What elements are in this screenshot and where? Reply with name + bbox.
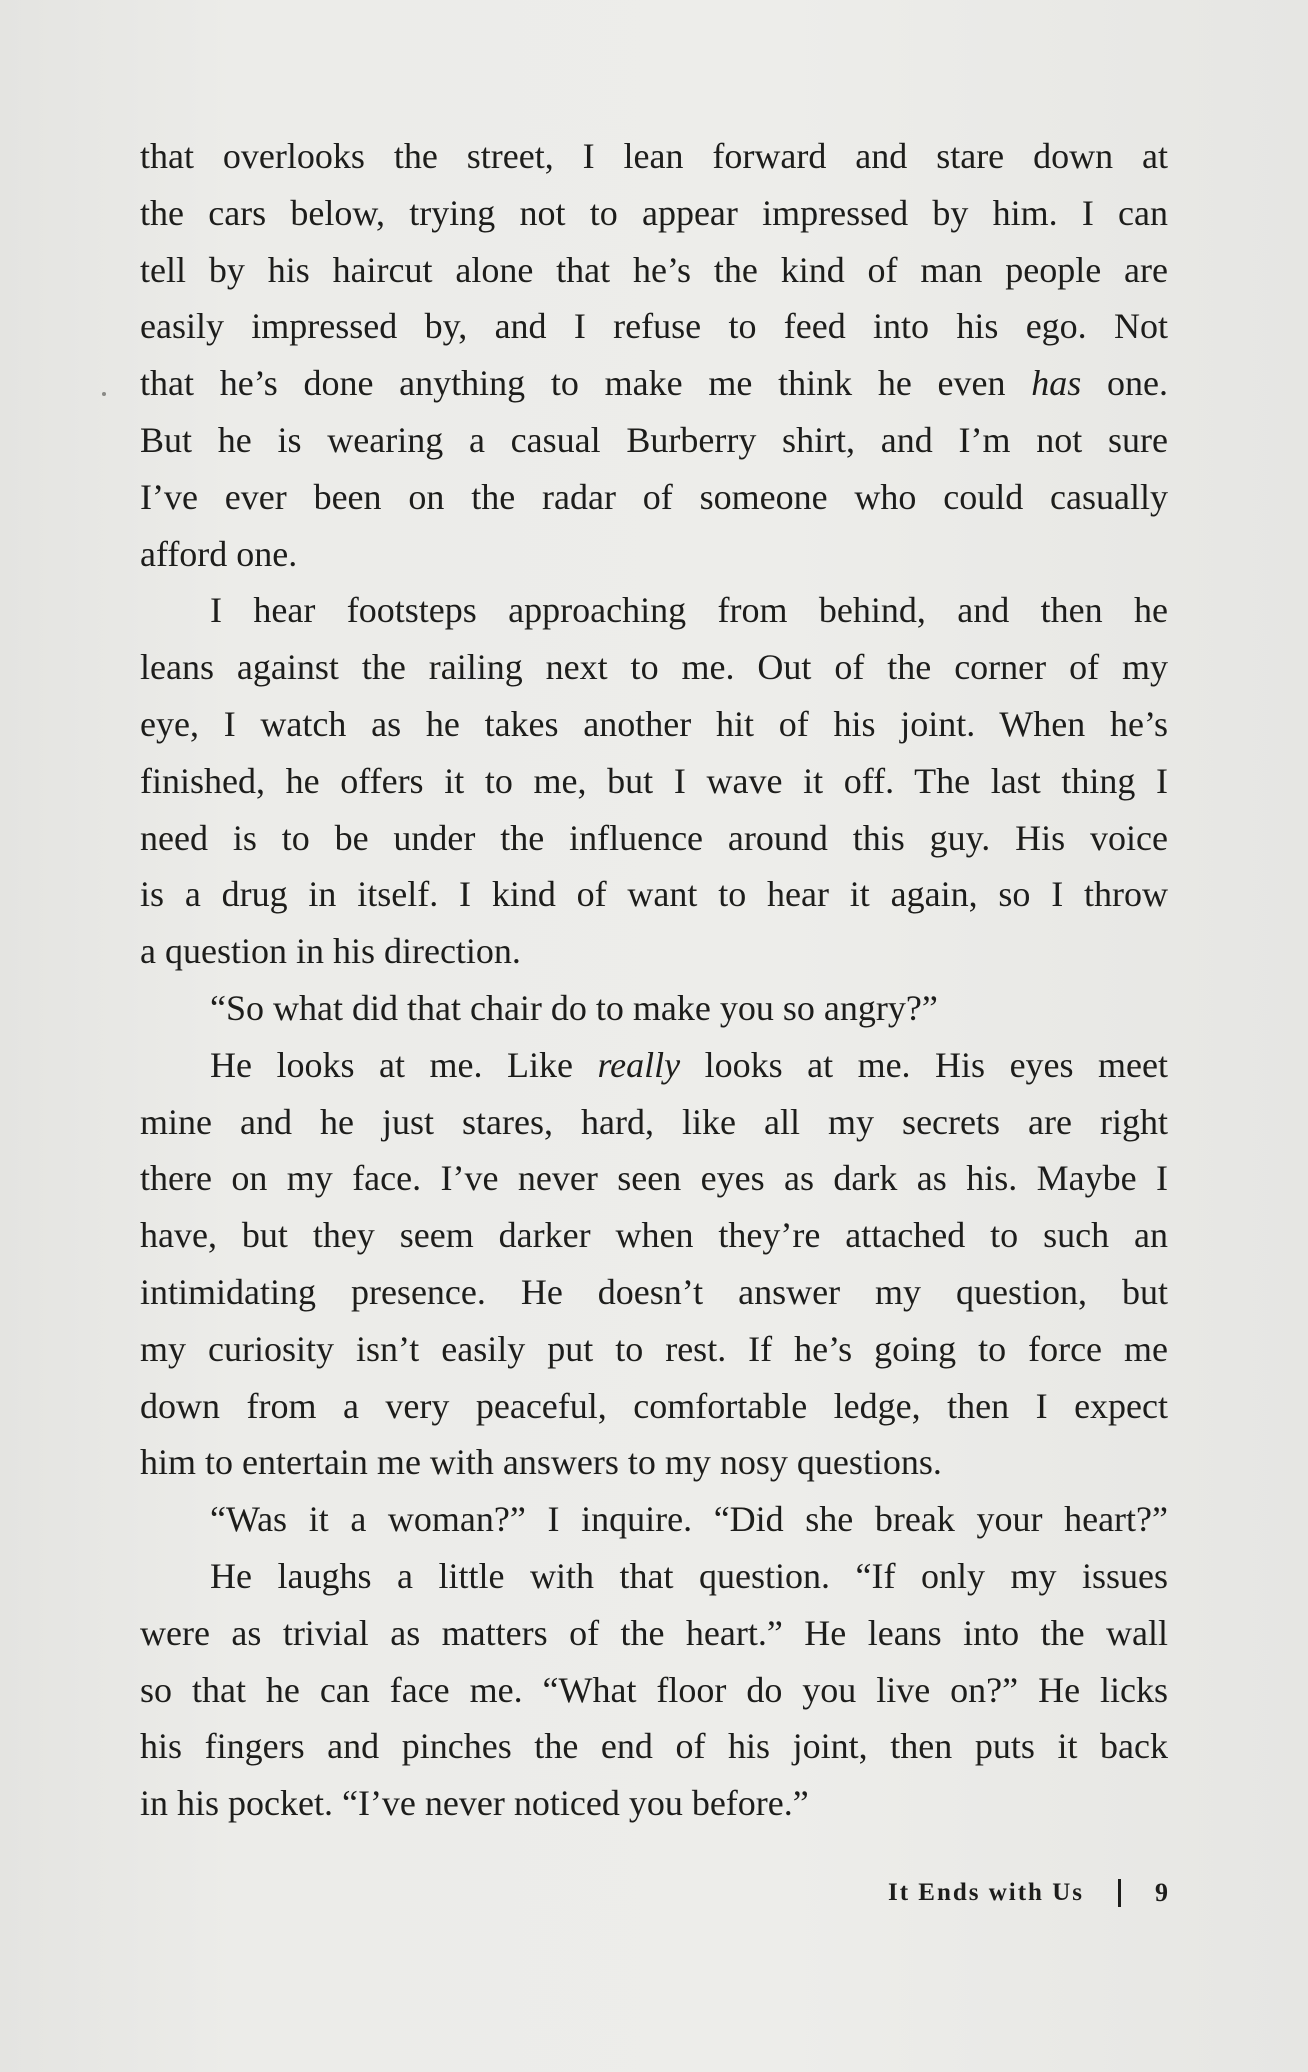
emphasis: really — [597, 1044, 681, 1085]
text-line: mine and he just stares, hard, like all my secrets are right — [140, 1101, 1168, 1142]
text-line: He looks at me. Like really looks at me. His eyes meet — [210, 1044, 1168, 1085]
body-text — [140, 128, 1168, 1832]
text-line: his fingers and pinches the end of his joint, then puts it back — [140, 1726, 1168, 1767]
text-line: so that he can face me. “What floor do you live on?” He licks — [140, 1669, 1168, 1710]
text-line: But he is wearing a casual Burberry shirt, and I’m not sure — [140, 419, 1168, 460]
text-line: “So what did that chair do to make you so angry?” — [210, 987, 938, 1028]
text-line: I’ve ever been on the radar of someone who could casually — [140, 476, 1168, 517]
text-line: I hear footsteps approaching from behind, and then he — [210, 590, 1168, 631]
text-line: my curiosity isn’t easily put to rest. If he’s going to force me — [140, 1328, 1168, 1369]
text-line: finished, he offers it to me, but I wave it off. The last thing I — [140, 760, 1168, 801]
text-line: “Was it a woman?” I inquire. “Did she break your heart?” — [210, 1499, 1168, 1540]
page-number: 9 — [1155, 1878, 1168, 1907]
text-line: down from a very peaceful, comfortable ledge, then I expect — [140, 1385, 1168, 1426]
text-line: He laughs a little with that question. “If only my issues — [210, 1555, 1168, 1596]
text-line: were as trivial as matters of the heart.” He leans into the wall — [140, 1612, 1168, 1653]
book-title: It Ends with Us — [887, 1879, 1084, 1906]
text-line: the cars below, trying not to appear impressed by him. I can — [140, 192, 1168, 233]
text-line: in his pocket. “I’ve never noticed you before.” — [140, 1783, 809, 1824]
text-line: him to entertain me with answers to my nosy questions. — [140, 1442, 942, 1483]
text-line: eye, I watch as he takes another hit of his joint. When he’s — [140, 703, 1168, 744]
text-line: afford one. — [140, 533, 298, 574]
text-line: intimidating presence. He doesn’t answer my question, but — [140, 1271, 1168, 1312]
paper-speck — [102, 392, 106, 396]
running-footer — [888, 1878, 1168, 1908]
text-line: have, but they seem darker when they’re attached to such an — [140, 1215, 1168, 1256]
text-line: a question in his direction. — [140, 931, 521, 972]
text-line: that overlooks the street, I lean forward and stare down at — [140, 136, 1168, 176]
text-line: leans against the railing next to me. Out of the corner of my — [140, 647, 1168, 688]
text-line: need is to be under the influence around this guy. His voice — [140, 817, 1168, 858]
text-line: tell by his haircut alone that he’s the kind of man people are — [140, 249, 1168, 290]
text-line: there on my face. I’ve never seen eyes as dark as his. Maybe I — [140, 1158, 1168, 1199]
footer-separator — [1118, 1879, 1121, 1907]
text-line: easily impressed by, and I refuse to feed into his ego. Not — [140, 306, 1168, 347]
text-line: is a drug in itself. I kind of want to hear it again, so I throw — [140, 874, 1168, 915]
emphasis: has — [1031, 363, 1082, 404]
text-line: that he’s done anything to make me think he even has one. — [140, 363, 1168, 404]
